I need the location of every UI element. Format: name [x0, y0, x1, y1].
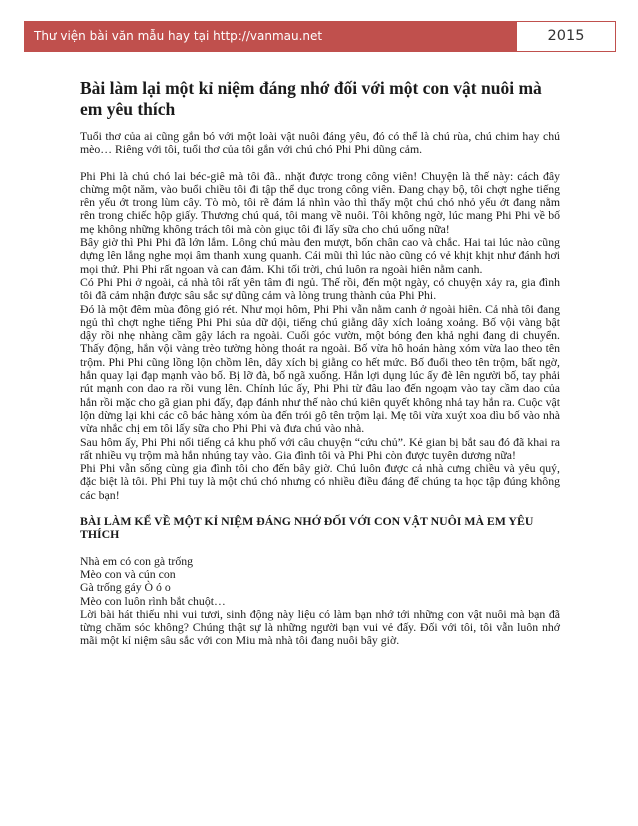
section-title: BÀI LÀM KỂ VỀ MỘT KỈ NIỆM ĐÁNG NHỚ ĐỐI VỚI CON VẬT NUÔI MÀ EM YÊU THÍCH: [80, 514, 534, 542]
poem-line: Mèo con và cún con: [80, 566, 176, 581]
poem-line: Nhà em có con gà trống: [80, 553, 194, 568]
paragraph: Phi Phi vẫn sống cùng gia đình tôi cho đến bây giờ. Chú luôn được cả nhà cưng chiều và yêu quý, đặc biệt là tôi. Phi Phi tuy là một chú chó nhưng có nhiều điều đáng để chúng ta học tập đúng không các bạn!: [80, 461, 560, 502]
poem-line: Mèo con luôn rình bắt chuột…: [80, 593, 226, 608]
paragraph: Bây giờ thì Phi Phi đã lớn lắm. Lông chú màu đen mượt, bốn chân cao và chắc. Hai tai lúc nào cũng dựng lên lắng nghe mọi âm thanh xung quanh. Cái mũi thì lúc nào cũng có vẻ khịt khịt như đánh hơi mọi thứ. Phi Phi rất ngoan và can đảm. Khi tối trời, chú luôn ra ngoài hiên nằm canh.: [80, 235, 560, 276]
paragraph: Sau hôm ấy, Phi Phi nổi tiếng cả khu phố với câu chuyện “cứu chủ”. Kẻ gian bị bắt sau đó đã khai ra rất nhiều vụ trộm mà hắn nhúng tay vào. Gia đình tôi và Phi Phi còn được tuyên dương nữa!: [80, 434, 560, 462]
page-header: [24, 21, 616, 52]
page-title: Bài làm lại một kỉ niệm đáng nhớ đối với một con vật nuôi mà em yêu thích: [80, 78, 542, 119]
paragraph: Có Phi Phi ở ngoài, cả nhà tôi rất yên tâm đi ngủ. Thế rồi, đến một ngày, có chuyện xảy ra, gia đình tôi đã cảm nhận được sâu sắc sự dũng cảm và lòng trung thành của Phi Phi.: [80, 274, 560, 303]
site-banner: Thư viện bài văn mẫu hay tại http://vanmau.net: [24, 21, 516, 52]
paragraph-spacer: [80, 157, 560, 170]
paragraph-intro: Tuổi thơ của ai cũng gắn bó với một loài vật nuôi đáng yêu, đó có thể là chú rùa, chú chim hay chú mèo… Riêng với tôi, tuổi thơ của tôi gắn với chú chó Phi Phi dũng cảm.: [80, 129, 560, 157]
paragraph: Đó là một đêm mùa đông gió rét. Như mọi hôm, Phi Phi vẫn nằm canh ở ngoài hiên. Cả nhà tôi đang ngủ thì chợt nghe tiếng Phi Phi sủa dữ dội, tiếng chú giằng dây xích loảng xoảng. Bố vội vàng bật dậy rồi nhẹ nhàng cầm gậy lách ra ngoài. Cuối góc vườn, một bóng đen khả nghi đang di chuyển. Thấy động, hắn vội vàng trèo tường hòng thoát ra ngoài. Bố vừa hô hoán hàng xóm vừa lao theo tên trộm. Phi Phi cũng lồng lộn chồm lên, dây xích bị giằng co hết mức. Bố đuổi theo tên trộm, bất ngờ, hắn quay lại đạp mạnh vào bố. Bị lỡ đà, bố ngã xuống. Hắn lợi dụng lúc ấy đè lên người bố, tay phải rút mạnh con dao ra rồi vung lên. Chính lúc ấy, Phi Phi từ đâu lao đến ngoạm vào tay cầm dao của hắn rồi mặc cho gã gian phi đấy, đạp đánh như thế nào chú kiên quyết không nhả tay hắn ra. Cuộc vật lộn dừng lại khi các cô bác hàng xóm ùa đến trói gô tên trộm lại. Mẹ tôi vừa xuýt xoa dìu bố vào nhà vừa nhắc chị em tôi lấy sữa cho Phi Phi và đưa chú vào nhà.: [80, 301, 560, 436]
poem-line: Gà trống gáy Ò ó o: [80, 580, 171, 595]
document-body: [80, 78, 560, 648]
year-badge: 2015: [516, 21, 616, 52]
closing-paragraph: Lời bài hát thiếu nhi vui tươi, sinh động này liệu có làm bạn nhớ tới những con vật nuôi mà bạn đã từng chăm sóc không? Chúng thật sự là những người bạn vui vẻ đấy. Đối với tôi, tôi vẫn luôn nhớ mãi một kỉ niệm sâu sắc với con Miu mà nhà tôi đang nuôi bây giờ.: [80, 606, 560, 648]
poem: [80, 555, 560, 608]
section-spacer: [80, 542, 560, 555]
paragraph: Phi Phi là chú chó lai béc-giê mà tôi đã.. nhặt được trong công viên! Chuyện là thế này: cách đây chừng một năm, vào buổi chiều tôi đi tập thể dục trong công viên. Đang chạy bộ, tôi chợt nghe tiếng rên yếu ớt trong lùm cây. Tò mò, tôi rẽ đám lá nhìn vào thì thấy một chú chó nhỏ yếu ớt đang nằm rên trong chiếc hộp giấy. Thương chú quá, tôi mang về nuôi. Tôi không ngờ, lúc mang Phi Phi về bố mẹ không những không trách tôi mà còn giục tôi đi lấy sữa cho chú uống nữa!: [80, 168, 560, 236]
